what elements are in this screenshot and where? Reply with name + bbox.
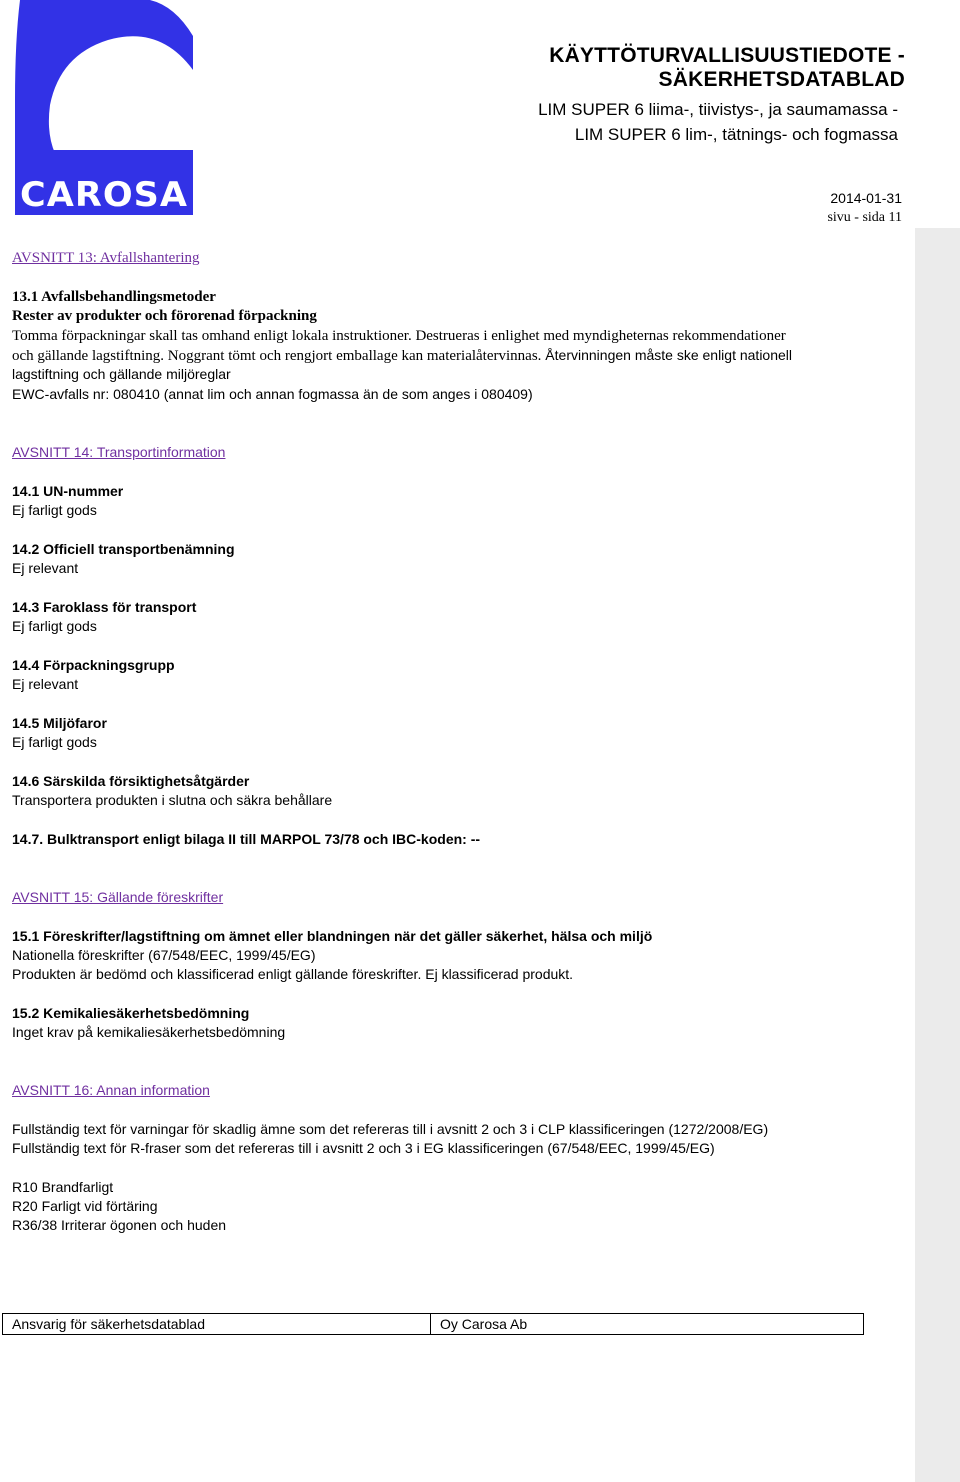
carosa-logo xyxy=(0,0,200,222)
section-15-1-title: 15.1 Föreskrifter/lagstiftning om ämnet eller blandningen när det gäller säkerhet, hälsa och miljö xyxy=(12,928,653,944)
section-14-3-title: 14.3 Faroklass för transport xyxy=(12,599,197,615)
section-16-heading: AVSNITT 16: Annan information xyxy=(12,1082,210,1098)
section-14-5-title: 14.5 Miljöfaror xyxy=(12,715,107,731)
section-14-4-value: Ej relevant xyxy=(12,676,79,692)
section-15-heading: AVSNITT 15: Gällande föreskrifter xyxy=(12,889,224,905)
section-15-text-line: Produkten är bedömd och klassificerad enligt gällande föreskrifter. Ej klassificerad produkt. xyxy=(12,966,574,982)
section-13-text-line: lagstiftning och gällande miljöreglar xyxy=(12,366,231,382)
section-14-2-title: 14.2 Officiell transportbenämning xyxy=(12,541,235,557)
section-13-text-line xyxy=(12,347,792,365)
ewc-code-line: EWC-avfalls nr: 080410 (annat lim och annan fogmassa än de som anges i 080409) xyxy=(12,386,533,402)
page-number: sivu - sida 11 xyxy=(827,210,902,225)
section-15-text-line: Inget krav på kemikaliesäkerhetsbedömning xyxy=(12,1024,286,1040)
responsible-label: Ansvarig för säkerhetsdatablad xyxy=(3,1314,431,1334)
section-16-text-line: Fullständig text för varningar för skadlig ämne som det refereras till i avsnitt 2 och 3 i CLP klassificeringen (1272/2008/EG) xyxy=(12,1121,769,1137)
section-13-heading: AVSNITT 13: Avfallshantering xyxy=(12,250,200,266)
section-14-2-value: Ej relevant xyxy=(12,560,79,576)
section-14-1-title: 14.1 UN-nummer xyxy=(12,483,124,499)
product-name-finnish: LIM SUPER 6 liima-, tiivistys-, ja saumamassa - xyxy=(538,100,898,119)
logo-text: CAROSA xyxy=(20,175,188,215)
responsible-party-table xyxy=(2,1313,864,1335)
section-14-heading: AVSNITT 14: Transportinformation xyxy=(12,444,226,460)
section-14-7-title: 14.7. Bulktransport enligt bilaga II till MARPOL 73/78 och IBC-koden: -- xyxy=(12,831,481,847)
r-phrase-item: R36/38 Irriterar ögonen och huden xyxy=(12,1217,227,1233)
logo-swoosh-shape xyxy=(15,0,193,175)
section-13-1-title: 13.1 Avfallsbehandlingsmetoder xyxy=(12,289,216,305)
section-14-1-value: Ej farligt gods xyxy=(12,502,97,518)
document-date: 2014-01-31 xyxy=(830,190,902,206)
section-14-4-title: 14.4 Förpackningsgrupp xyxy=(12,657,175,673)
section-13-text-line: Tomma förpackningar skall tas omhand enligt lokala instruktioner. Destrueras i enlighet med myndigheternas rekommendationer xyxy=(12,328,786,344)
r-phrase-item: R10 Brandfarligt xyxy=(12,1179,114,1195)
section-13-subtitle: Rester av produkter och förorenad förpackning xyxy=(12,308,317,324)
responsible-company: Oy Carosa Ab xyxy=(440,1316,528,1332)
section-14-6-title: 14.6 Särskilda försiktighetsåtgärder xyxy=(12,773,250,789)
section-13-text-part: och gällande lagstiftning. Noggrant tömt och rengjort emballage kan materialåtervinnas. xyxy=(12,348,542,364)
section-14-5-value: Ej farligt gods xyxy=(12,734,97,750)
side-margin-bar xyxy=(915,228,960,1482)
section-13-text-part: Återvinningen måste ske enligt nationell xyxy=(541,347,793,363)
r-phrase-item: R20 Farligt vid förtäring xyxy=(12,1198,158,1214)
section-15-2-title: 15.2 Kemikaliesäkerhetsbedömning xyxy=(12,1005,250,1021)
section-14-3-value: Ej farligt gods xyxy=(12,618,97,634)
product-name-swedish: LIM SUPER 6 lim-, tätnings- och fogmassa xyxy=(574,125,898,144)
section-14-6-value: Transportera produkten i slutna och säkra behållare xyxy=(12,792,333,808)
document-title: KÄYTTÖTURVALLISUUSTIEDOTE - SÄKERHETSDATABLAD xyxy=(549,44,905,91)
section-15-text-line: Nationella föreskrifter (67/548/EEC, 1999/45/EG) xyxy=(12,947,316,963)
section-16-text-line: Fullständig text för R-fraser som det refereras till i avsnitt 2 och 3 i EG klassificeringen (67/548/EEC, 1999/45/EG) xyxy=(12,1140,715,1156)
